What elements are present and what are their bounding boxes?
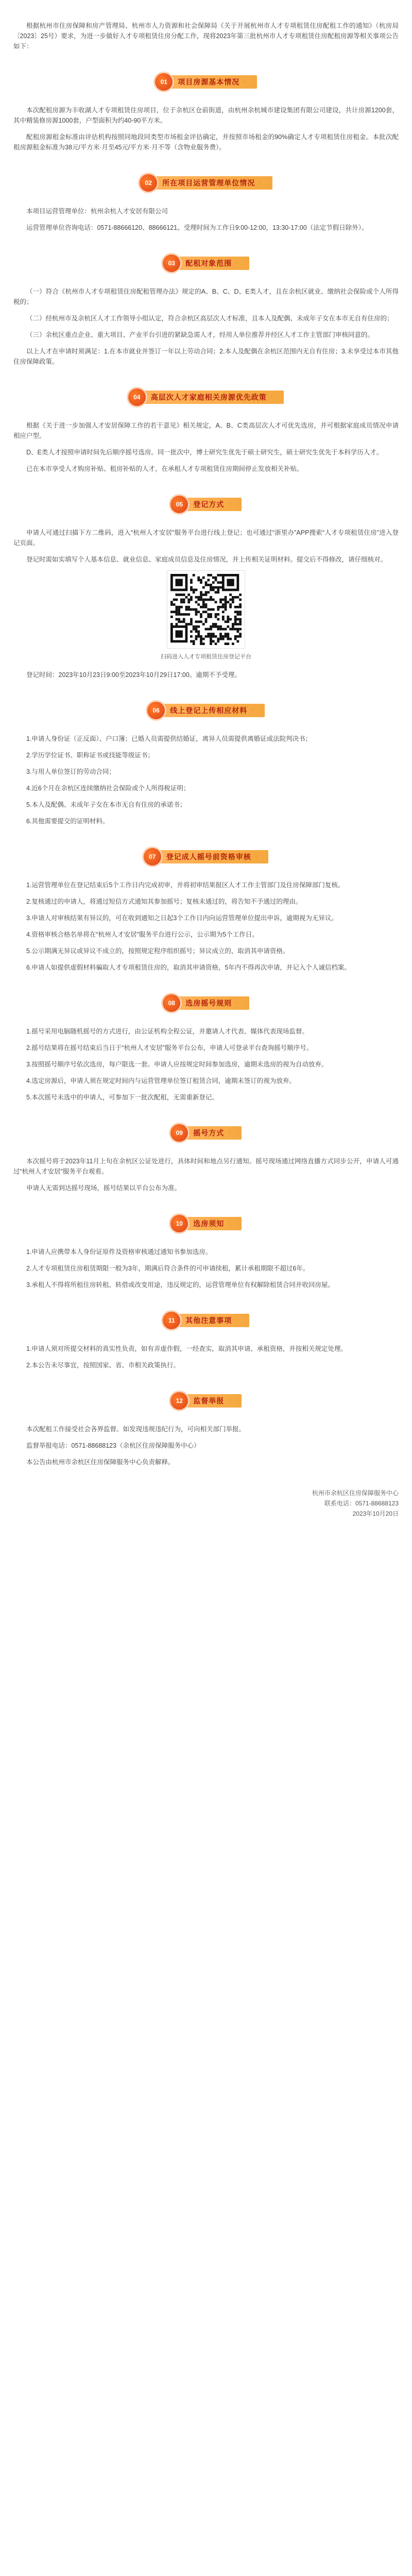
section-paragraph: 2.本公告未尽事宜，按照国家、省、市相关政策执行。 xyxy=(26,1362,180,1369)
qr-caption: 扫码进入人才专项租赁住房登记平台 xyxy=(161,654,251,660)
qr-code[interactable] xyxy=(167,571,245,648)
section-paragraph: 1.申请人须对所提交材料的真实性负责，如有弄虚作假，一经查实，取消其申请、承租资格，并按相关规定处理。 xyxy=(26,1345,347,1352)
section-number-badge: 05 xyxy=(170,496,188,513)
section-08 xyxy=(13,993,399,1103)
section-title: 选房须知 ✦ xyxy=(185,1217,241,1230)
section-heading xyxy=(13,1214,399,1233)
section-number-badge: 08 xyxy=(163,994,180,1012)
section-heading xyxy=(13,72,399,92)
section-number-badge: 06 xyxy=(147,702,165,719)
section-06 xyxy=(13,701,399,826)
section-title: 线上登记上传相应材料 ✦ xyxy=(162,704,264,717)
section-paragraph: 登记时需如实填写个人基本信息、就业信息、家庭成员信息及住房情况，并上传相关证明材料。提交后不得修改，请仔细核对。 xyxy=(26,556,387,563)
section-number-badge: 03 xyxy=(163,255,180,272)
star-icon: ✦ xyxy=(227,1398,232,1404)
section-title: 其他注意事项 ✦ xyxy=(177,1314,249,1327)
section-03 xyxy=(13,253,399,367)
section-paragraph: （二）经杭州市及余杭区人才工作领导小组认定，符合余杭区高层次人才标准，且本人及配偶、未成年子女在本市无自有住房的； xyxy=(26,315,393,322)
section-paragraph: 申请人无需到达摇号现场，摇号结果以平台公布为准。 xyxy=(26,1184,181,1192)
star-icon: ✦ xyxy=(235,260,240,266)
section-12 xyxy=(13,1391,399,1467)
section-paragraph: 4.资格审核合格名单将在“杭州人才安居”服务平台进行公示，公示期为5个工作日。 xyxy=(26,931,259,938)
section-11 xyxy=(13,1311,399,1370)
section-paragraph: 1.申请人应携带本人身份证原件及资格审核通过通知书参加选房。 xyxy=(26,1248,212,1256)
section-paragraph: 2.人才专项租赁住房租赁期限一般为3年，期满后符合条件的可申请续租，累计承租期限不超过6年。 xyxy=(26,1265,310,1272)
star-icon: ✦ xyxy=(227,1221,232,1227)
star-icon: ✦ xyxy=(235,1000,240,1006)
section-04 xyxy=(13,387,399,474)
section-paragraph: 本公告由杭州市余杭区住房保障服务中心负责解释。 xyxy=(26,1459,175,1466)
section-01 xyxy=(13,72,399,152)
section-paragraph: 1.运营管理单位在登记结束后5个工作日内完成初审，并将初审结果报区人才工作主管部门及住房保障部门复核。 xyxy=(26,882,345,889)
section-title: 项目房源基本情况 ✦ xyxy=(169,75,256,89)
section-number-badge: 07 xyxy=(144,848,161,866)
section-heading xyxy=(13,1123,399,1143)
section-paragraph: 以上人才在申请时须满足：1.在本市就业并签订一年以上劳动合同；2.本人及配偶在余杭区范围内无自有住房；3.未享受过本市其他住房保障政策。 xyxy=(13,348,399,365)
section-paragraph: 本次配租房源为丰收湖人才专项租赁住房项目，位于余杭区仓前街道，由杭州余杭城市建设集团有限公司建设，共计房源1200套，其中精装修房源1000套，户型面积为约40-90平方米。 xyxy=(13,107,399,124)
section-heading xyxy=(13,495,399,514)
star-icon: ✦ xyxy=(250,707,255,714)
section-paragraph: 已在本市享受人才购房补贴、租房补贴的人才，在承租人才专项租赁住房期间停止发放相关补贴。 xyxy=(26,465,303,472)
section-title: 配租对象范围 ✦ xyxy=(177,257,249,270)
star-icon: ✦ xyxy=(269,394,275,400)
footer-date: 2023年10月20日 xyxy=(352,1510,399,1517)
section-number-badge: 09 xyxy=(170,1124,188,1142)
section-paragraph: 2.复核通过的申请人，将通过短信方式通知其参加摇号；复核未通过的，将告知不予通过的理由。 xyxy=(26,898,302,905)
section-09 xyxy=(13,1123,399,1193)
section-number-badge: 02 xyxy=(140,174,157,192)
section-paragraph: D、E类人才按照申请时间先后顺序摇号选房。同一批次中，博士研究生优先于硕士研究生，硕士研究生优先于本科学历人才。 xyxy=(26,449,383,456)
section-05 xyxy=(13,495,399,680)
section-paragraph: 1.申请人身份证（正反面）、户口簿；已婚人员需提供结婚证，离异人员需提供离婚证或法院判决书； xyxy=(26,735,312,742)
section-title: 所在项目运营管理单位情况 ✦ xyxy=(154,176,272,190)
section-number-badge: 01 xyxy=(155,73,173,91)
section-paragraph: 登记时间：2023年10月23日9:00至2023年10月29日17:00。逾期不予受理。 xyxy=(26,671,241,679)
section-10 xyxy=(13,1214,399,1290)
star-icon: ✦ xyxy=(258,180,263,186)
section-title: 登记成人摇号前资格审核 ✦ xyxy=(158,850,268,863)
section-title: 高层次人才家庭相关房源优先政策 ✦ xyxy=(143,391,284,404)
section-title: 摇号方式 ✦ xyxy=(185,1126,241,1140)
sections xyxy=(13,72,399,1467)
section-paragraph: 2.学历学位证书、职称证书或技能等级证书； xyxy=(26,752,154,759)
section-heading xyxy=(13,253,399,273)
footer-org: 杭州市余杭区住房保障服务中心 xyxy=(312,1489,399,1497)
section-paragraph: （一）符合《杭州市人才专项租赁住房配租管理办法》规定的A、B、C、D、E类人才，且在余杭区就业、缴纳社会保险或个人所得税的； xyxy=(13,288,399,306)
section-07 xyxy=(13,847,399,973)
section-paragraph: 2.摇号结果将在摇号结束后当日于“杭州人才安居”服务平台公布，申请人可登录平台查询摇号顺序号。 xyxy=(26,1044,313,1052)
star-icon: ✦ xyxy=(227,501,232,507)
section-number-badge: 11 xyxy=(163,1312,180,1329)
section-heading xyxy=(13,701,399,720)
footer xyxy=(13,1488,399,1519)
section-paragraph: 3.申请人对审核结果有异议的，可在收到通知之日起3个工作日内向运营管理单位提出申诉，逾期视为无异议。 xyxy=(26,914,338,922)
section-paragraph: 4.选定房源后，申请人须在规定时间内与运营管理单位签订租赁合同，逾期未签订的视为放弃。 xyxy=(26,1077,296,1084)
section-title: 监督举报 ✦ xyxy=(185,1394,241,1408)
section-paragraph: 1.摇号采用电脑随机摇号的方式进行，由公证机构全程公证，并邀请人才代表、媒体代表现场监督。 xyxy=(26,1028,308,1035)
section-02 xyxy=(13,173,399,233)
section-paragraph: 3.与用人单位签订的劳动合同； xyxy=(26,768,115,775)
section-heading xyxy=(13,387,399,407)
section-paragraph: 6.申请人如提供虚假材料骗取人才专项租赁住房的，取消其申请资格，5年内不得再次申请，并记入个人诚信档案。 xyxy=(26,964,351,971)
star-icon: ✦ xyxy=(227,1130,232,1136)
section-paragraph: 3.按照摇号顺序号依次选房，每户限选一套。申请人应按规定时间参加选房，逾期未选房的视为自动放弃。 xyxy=(26,1061,328,1068)
section-number-badge: 10 xyxy=(170,1215,188,1232)
section-paragraph: 申请人可通过扫描下方二维码，进入“杭州人才安居”服务平台进行线上登记；也可通过“浙里办”APP搜索“人才专项租赁住房”进入登记页面。 xyxy=(13,529,399,547)
qr-block xyxy=(13,571,399,660)
star-icon: ✦ xyxy=(235,1317,240,1324)
section-paragraph: 配租房源租金标准由评估机构按照同地段同类型市场租金评估确定，并按照市场租金的90%确定人才专项租赁住房租金。本批次配租房源租金标准为38元/平方米·月至45元/平方米·月不等（含物业服务费）。 xyxy=(13,133,399,151)
section-paragraph: 6.其他需要提交的证明材料。 xyxy=(26,818,109,825)
section-title: 登记方式 ✦ xyxy=(185,498,241,511)
section-number-badge: 12 xyxy=(170,1392,188,1410)
section-title: 选房摇号规则 ✦ xyxy=(177,996,249,1010)
section-paragraph: 本次摇号将于2023年11月上旬在余杭区公证处进行，具体时间和地点另行通知。摇号现场通过网络直播方式同步公开，申请人可通过“杭州人才安居”服务平台观看。 xyxy=(13,1158,399,1175)
section-paragraph: 监督举报电话：0571-88688123（余杭区住房保障服务中心） xyxy=(26,1442,200,1449)
star-icon: ✦ xyxy=(254,854,260,860)
section-paragraph: 4.近6个月在余杭区连续缴纳社会保险或个人所得税证明； xyxy=(26,785,190,792)
section-paragraph: 根据《关于进一步加强人才安居保障工作的若干意见》相关规定，A、B、C类高层次人才可优先选房，并可根据家庭成员情况申请相应户型。 xyxy=(13,422,399,439)
section-number-badge: 04 xyxy=(128,388,146,406)
section-paragraph: 本项目运营管理单位：杭州余杭人才安居有限公司 xyxy=(26,208,168,215)
section-paragraph: 运营管理单位咨询电话：0571-88666120、88666121。受理时间为工作日9:00-12:00，13:30-17:00（法定节假日除外）。 xyxy=(26,224,368,231)
section-paragraph: 5.本次摇号未选中的申请人，可参加下一批次配租，无需重新登记。 xyxy=(26,1094,218,1101)
footer-phone: 联系电话：0571-88688123 xyxy=(324,1500,399,1507)
section-heading xyxy=(13,847,399,867)
section-heading xyxy=(13,1311,399,1330)
section-paragraph: 5.公示期满无异议或异议不成立的，按照规定程序组织摇号；异议成立的，取消其申请资格。 xyxy=(26,947,289,955)
section-paragraph: （三）余杭区重点企业、重大项目、产业平台引进的紧缺急需人才，经用人单位推荐并经区人才工作主管部门审核同意的。 xyxy=(26,331,374,338)
section-heading xyxy=(13,1391,399,1411)
star-icon: ✦ xyxy=(243,79,248,85)
intro-paragraph: 根据杭州市住房保障和房产管理局、杭州市人力资源和社会保障局《关于开展杭州市人才专项租赁住房配租工作的通知》（杭房局〔2023〕25号）要求，为进一步做好人才专项租赁住房分配工作，现将2023年第三批杭州市人才专项租赁住房配租房源等相关事项公告如下： xyxy=(13,22,399,50)
section-paragraph: 本次配租工作接受社会各界监督。如发现违规违纪行为，可向相关部门举报。 xyxy=(26,1426,246,1433)
section-paragraph: 3.承租人不得将所租住房转租、转借或改变用途，违反规定的，运营管理单位有权解除租赁合同并收回房屋。 xyxy=(26,1281,334,1289)
section-heading xyxy=(13,993,399,1013)
section-heading xyxy=(13,173,399,193)
section-paragraph: 5.本人及配偶、未成年子女在本市无自有住房的承诺书； xyxy=(26,801,186,808)
